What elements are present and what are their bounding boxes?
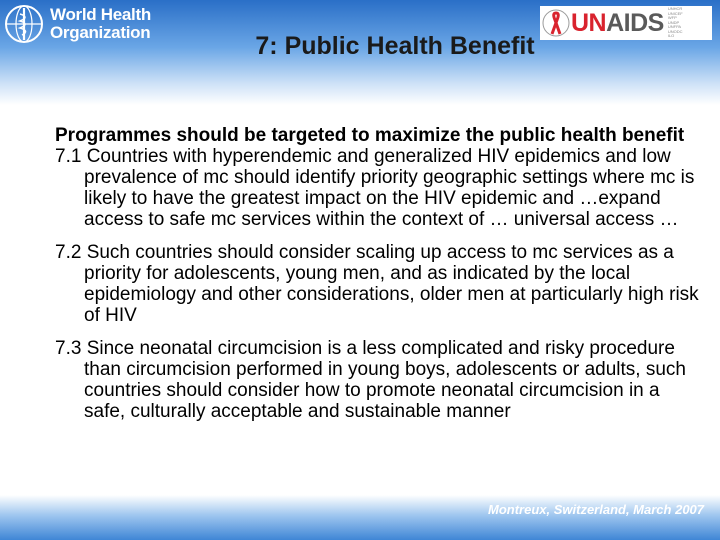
point-7-2: 7.2 Such countries should consider scaling up access to mc services as a priority for adolescents, young men, and as indicated by the local epidemiology and other considerations, older men at particularly high risk of HIV: [55, 242, 699, 326]
point-7-3: 7.3 Since neonatal circumcision is a less complicated and risky procedure than circumcision performed in young boys, adolescents or adults, such countries should consider how to promote neonatal circumcision in a safe, culturally acceptable and sustainable manner: [55, 338, 686, 422]
cosponsor: UNHCR: [667, 6, 683, 12]
cosponsor: UNODC: [667, 28, 683, 34]
point-7-1: 7.1 Countries with hyperendemic and generalized HIV epidemics and low prevalence of mc should identify priority geographic settings where mc is likely to have the greatest impact on the HIV epidemic and …expand access to safe mc services within the context of … universal access …: [55, 146, 695, 230]
cosponsor: WFP: [667, 15, 677, 21]
who-logo-line-2: Organization: [50, 23, 151, 42]
lead-statement: Programmes should be targeted to maximize the public health benefit: [55, 125, 685, 146]
cosponsor: UNDP: [667, 19, 680, 25]
unaids-wordmark-un: UN: [571, 8, 607, 37]
unaids-wordmark-text: AIDS: [606, 8, 664, 37]
footer-note: Montreux, Switzerland, March 2007: [488, 502, 705, 517]
slide-title: 7: Public Health Benefit: [255, 32, 535, 60]
cosponsor: ILO: [667, 33, 675, 39]
cosponsor: UNICEF: [667, 10, 683, 16]
slide-body: [55, 125, 705, 422]
cosponsor: UNFPA: [667, 24, 682, 30]
who-logo-line-1: World Health: [50, 5, 151, 24]
